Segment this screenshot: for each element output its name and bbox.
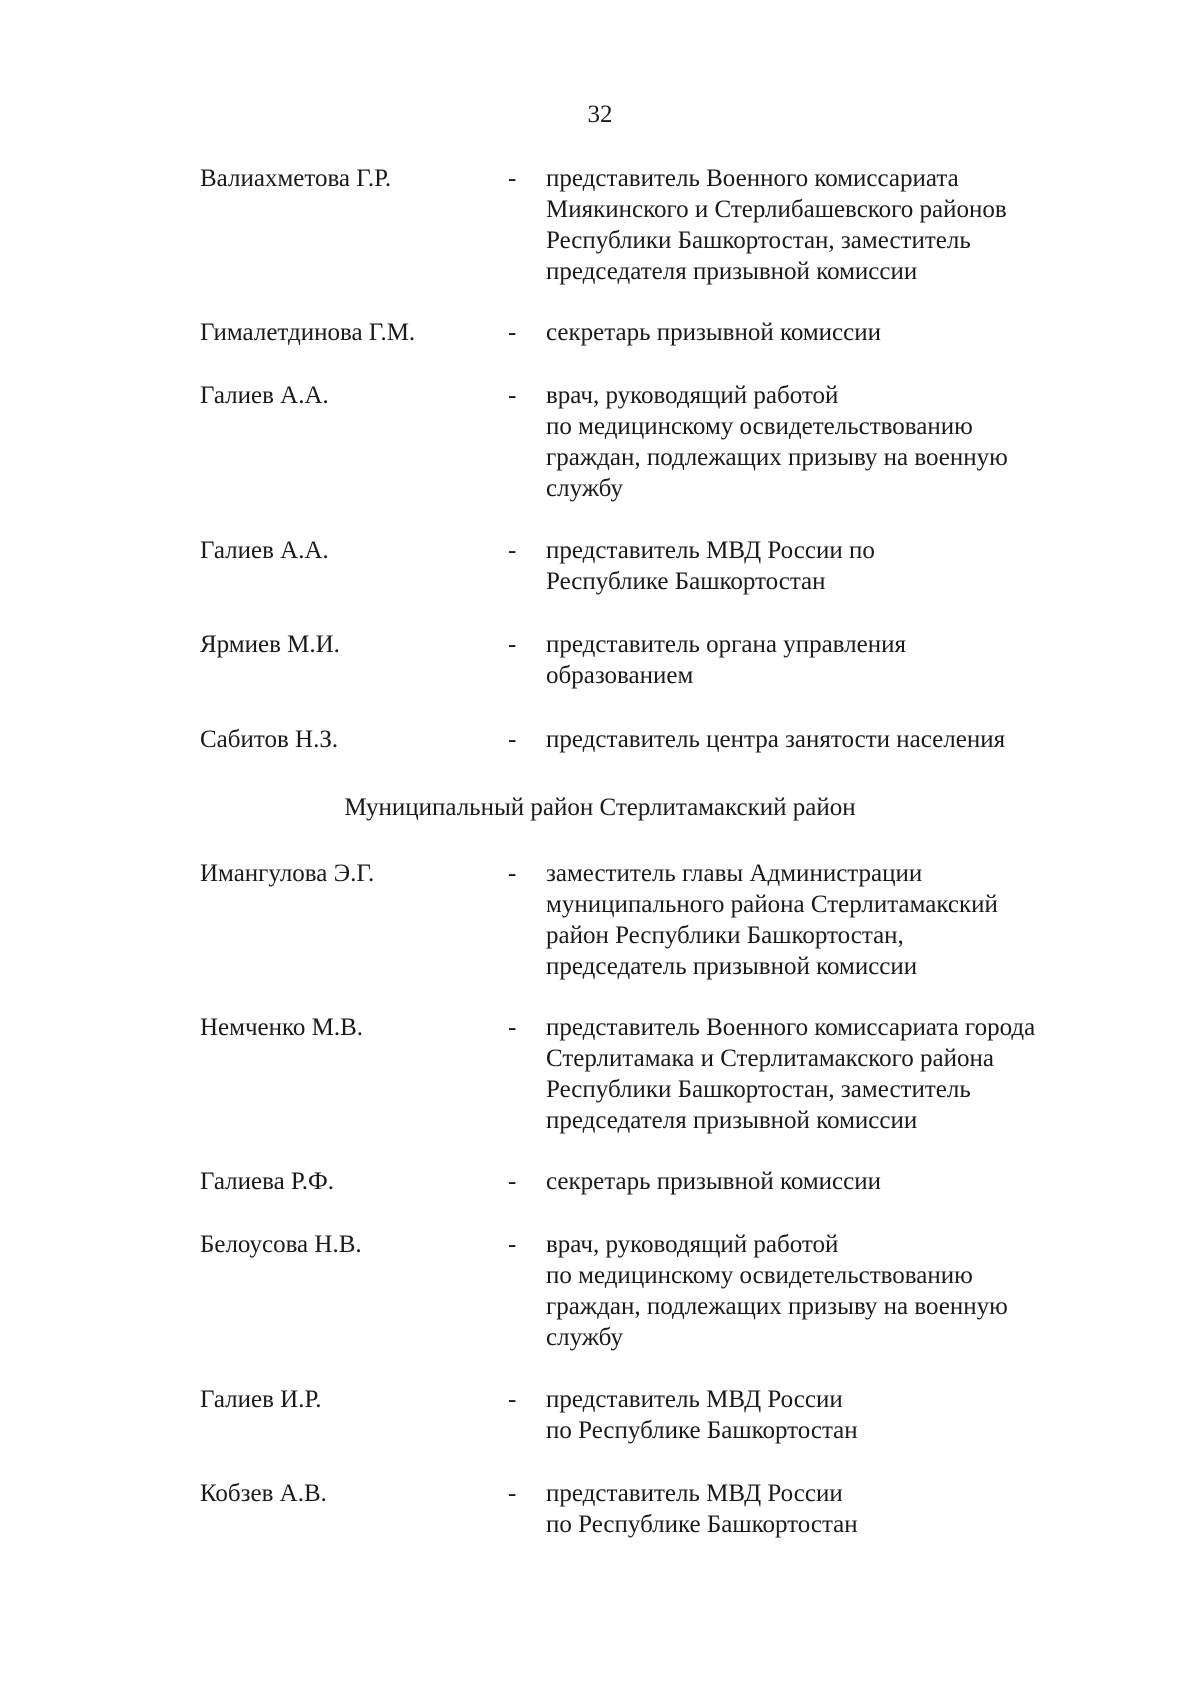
member-name: Галиев И.Р. xyxy=(200,1386,322,1413)
member-role xyxy=(546,1012,1106,1136)
member-role xyxy=(546,317,1106,348)
separator-dash: - xyxy=(508,1168,517,1195)
member-name: Галиев А.А. xyxy=(200,382,329,409)
role-line: по медицинскому освидетельствованию xyxy=(546,413,973,440)
role-line: район Республики Башкортостан, xyxy=(546,922,904,949)
member-role xyxy=(546,1384,1106,1446)
role-line: представитель МВД России по xyxy=(546,537,875,564)
separator-dash: - xyxy=(508,1014,517,1041)
role-line: председателя призывной комиссии xyxy=(546,1107,918,1134)
separator-dash: - xyxy=(508,537,517,564)
role-line: Миякинского и Стерлибашевского районов xyxy=(546,196,1007,223)
role-line: службу xyxy=(546,1324,623,1351)
separator-dash: - xyxy=(508,860,517,887)
role-line: граждан, подлежащих призыву на военную xyxy=(546,444,1008,471)
separator-dash: - xyxy=(508,631,517,658)
role-line: заместитель главы Администрации xyxy=(546,860,923,887)
member-role xyxy=(546,1229,1106,1353)
separator-dash: - xyxy=(508,726,517,753)
role-line: представитель Военного комиссариата xyxy=(546,165,959,192)
member-name: Имангулова Э.Г. xyxy=(200,860,375,887)
member-name: Немченко М.В. xyxy=(200,1014,364,1041)
role-line: врач, руководящий работой xyxy=(546,1231,839,1258)
role-line: по Республике Башкортостан xyxy=(546,1417,858,1444)
role-line: врач, руководящий работой xyxy=(546,382,839,409)
role-line: граждан, подлежащих призыву на военную xyxy=(546,1293,1008,1320)
role-line: по Республике Башкортостан xyxy=(546,1511,858,1538)
role-line: Стерлитамака и Стерлитамакского района xyxy=(546,1045,994,1072)
role-line: Республики Башкортостан, заместитель xyxy=(546,1076,971,1103)
role-line: представитель МВД России xyxy=(546,1386,843,1413)
member-role xyxy=(546,724,1106,755)
role-line: представитель МВД России xyxy=(546,1480,843,1507)
role-line: Республике Башкортостан xyxy=(546,568,826,595)
member-name: Кобзев А.В. xyxy=(200,1480,327,1507)
role-line: Республики Башкортостан, заместитель xyxy=(546,227,971,254)
member-role xyxy=(546,858,1106,982)
role-line: представитель центра занятости населения xyxy=(546,726,1006,753)
role-line: образованием xyxy=(546,662,694,689)
role-line: службу xyxy=(546,475,623,502)
separator-dash: - xyxy=(508,319,517,346)
member-role xyxy=(546,629,1106,691)
member-name: Галиева Р.Ф. xyxy=(200,1168,334,1195)
separator-dash: - xyxy=(508,1480,517,1507)
role-line: представитель Военного комиссариата города xyxy=(546,1014,1036,1041)
section-heading: Муниципальный район Стерлитамакский район xyxy=(344,794,856,821)
member-role xyxy=(546,535,1106,597)
member-role xyxy=(546,1478,1106,1540)
member-name: Сабитов Н.З. xyxy=(200,726,339,753)
member-name: Валиахметова Г.Р. xyxy=(200,165,392,192)
page-number: 32 xyxy=(587,101,613,128)
separator-dash: - xyxy=(508,1231,517,1258)
member-name: Галиев А.А. xyxy=(200,537,329,564)
role-line: секретарь призывной комиссии xyxy=(546,1168,882,1195)
separator-dash: - xyxy=(508,382,517,409)
separator-dash: - xyxy=(508,165,517,192)
role-line: председатель призывной комиссии xyxy=(546,953,918,980)
member-role xyxy=(546,1166,1106,1197)
member-role xyxy=(546,163,1106,287)
member-role xyxy=(546,380,1106,504)
role-line: по медицинскому освидетельствованию xyxy=(546,1262,973,1289)
member-name: Ярмиев М.И. xyxy=(200,631,340,658)
member-name: Белоусова Н.В. xyxy=(200,1231,362,1258)
role-line: председателя призывной комиссии xyxy=(546,258,918,285)
member-name: Гималетдинова Г.М. xyxy=(200,319,416,346)
separator-dash: - xyxy=(508,1386,517,1413)
role-line: секретарь призывной комиссии xyxy=(546,319,882,346)
role-line: муниципального района Стерлитамакский xyxy=(546,891,998,918)
role-line: представитель органа управления xyxy=(546,631,906,658)
